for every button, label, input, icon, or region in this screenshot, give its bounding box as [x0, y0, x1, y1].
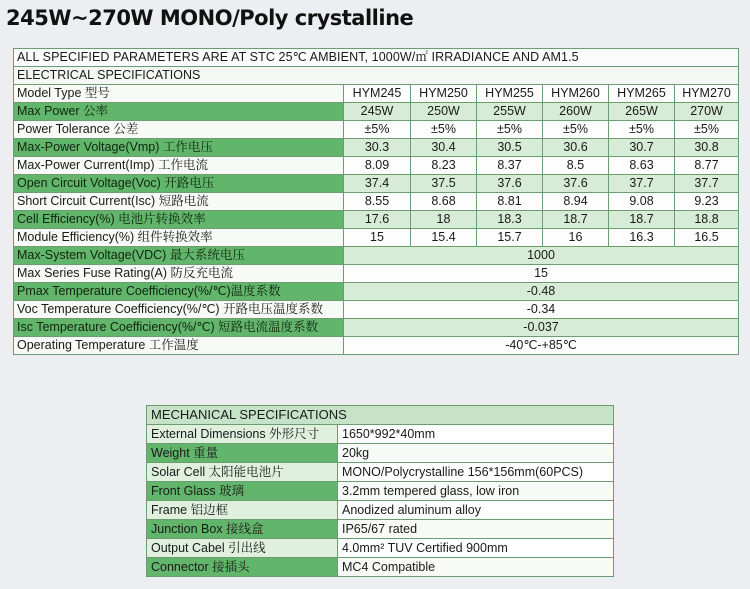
mechanical-row — [147, 482, 614, 501]
electrical-section-title-row — [14, 67, 739, 85]
electrical-row-value: ±5% — [411, 121, 477, 139]
mechanical-specifications-table — [146, 405, 614, 577]
mechanical-row-label: External Dimensions 外形尺寸 — [147, 425, 338, 444]
electrical-wide-row-label: Isc Temperature Coefficiency(%/℃) 短路电流温度系数 — [14, 319, 344, 337]
electrical-row-value: 30.4 — [411, 139, 477, 157]
mechanical-row-value: 3.2mm tempered glass, low iron — [338, 482, 614, 501]
electrical-row-value: 8.94 — [543, 193, 609, 211]
mechanical-row-label: Connector 接插头 — [147, 558, 338, 577]
electrical-wide-row-label: Max Series Fuse Rating(A) 防反充电流 — [14, 265, 344, 283]
electrical-wide-row-label: Voc Temperature Coefficiency(%/℃) 开路电压温度系数 — [14, 301, 344, 319]
electrical-row-value: HYM260 — [543, 85, 609, 103]
electrical-row-value: 16.5 — [675, 229, 739, 247]
electrical-row-value: 18.8 — [675, 211, 739, 229]
mechanical-row-label: Junction Box 接线盒 — [147, 520, 338, 539]
electrical-row-value: 8.37 — [477, 157, 543, 175]
electrical-wide-row-label: Max-System Voltage(VDC) 最大系统电压 — [14, 247, 344, 265]
mechanical-row-value: Anodized aluminum alloy — [338, 501, 614, 520]
electrical-row-value: 260W — [543, 103, 609, 121]
electrical-wide-row-value: -0.037 — [344, 319, 739, 337]
electrical-row-value: 18 — [411, 211, 477, 229]
electrical-row-label: Open Circuit Voltage(Voc) 开路电压 — [14, 175, 344, 193]
electrical-wide-row-value: -40℃-+85℃ — [344, 337, 739, 355]
mechanical-row-label: Weight 重量 — [147, 444, 338, 463]
electrical-wide-row-label: Pmax Temperature Coefficiency(%/℃)温度系数 — [14, 283, 344, 301]
mechanical-row — [147, 558, 614, 577]
electrical-row-value: 37.6 — [477, 175, 543, 193]
electrical-row-value: 8.63 — [609, 157, 675, 175]
electrical-row-label: Max Power 公率 — [14, 103, 344, 121]
mechanical-row-value: 20kg — [338, 444, 614, 463]
electrical-row-value: 9.08 — [609, 193, 675, 211]
electrical-row-value: 245W — [344, 103, 411, 121]
electrical-row-value: 37.4 — [344, 175, 411, 193]
electrical-row-value: 8.5 — [543, 157, 609, 175]
electrical-wide-row — [14, 247, 739, 265]
electrical-row-value: 8.68 — [411, 193, 477, 211]
electrical-row-value: ±5% — [344, 121, 411, 139]
electrical-row-value: 37.6 — [543, 175, 609, 193]
mechanical-row-label: Front Glass 玻璃 — [147, 482, 338, 501]
electrical-row-value: 18.7 — [543, 211, 609, 229]
electrical-wide-row — [14, 301, 739, 319]
electrical-wide-row-value: 1000 — [344, 247, 739, 265]
mechanical-row-label: Solar Cell 太阳能电池片 — [147, 463, 338, 482]
stc-note-row — [14, 49, 739, 67]
electrical-row-value: HYM270 — [675, 85, 739, 103]
electrical-row — [14, 157, 739, 175]
electrical-row-value: 8.77 — [675, 157, 739, 175]
mechanical-row-value: 4.0mm² TUV Certified 900mm — [338, 539, 614, 558]
electrical-row-value: HYM255 — [477, 85, 543, 103]
electrical-row-label: Max-Power Voltage(Vmp) 工作电压 — [14, 139, 344, 157]
electrical-row-label: Short Circuit Current(Isc) 短路电流 — [14, 193, 344, 211]
electrical-row-value: 37.7 — [675, 175, 739, 193]
electrical-row-value: 18.7 — [609, 211, 675, 229]
electrical-row-label: Max-Power Current(Imp) 工作电流 — [14, 157, 344, 175]
electrical-row-value: 16 — [543, 229, 609, 247]
electrical-row-value: HYM250 — [411, 85, 477, 103]
mechanical-row-value: 1650*992*40mm — [338, 425, 614, 444]
electrical-row — [14, 103, 739, 121]
electrical-row — [14, 85, 739, 103]
electrical-row — [14, 193, 739, 211]
page-title: 245W~270W MONO/Poly crystalline — [6, 6, 414, 30]
electrical-row-label: Model Type 型号 — [14, 85, 344, 103]
mechanical-row-value: MC4 Compatible — [338, 558, 614, 577]
mechanical-row — [147, 539, 614, 558]
electrical-row-value: 270W — [675, 103, 739, 121]
electrical-row-value: 8.09 — [344, 157, 411, 175]
electrical-row-value: 17.6 — [344, 211, 411, 229]
electrical-row-value: 30.7 — [609, 139, 675, 157]
mechanical-row — [147, 520, 614, 539]
electrical-wide-row — [14, 319, 739, 337]
electrical-row-value: 9.23 — [675, 193, 739, 211]
mechanical-row — [147, 444, 614, 463]
mechanical-row-label: Output Cabel 引出线 — [147, 539, 338, 558]
electrical-row-value: HYM245 — [344, 85, 411, 103]
electrical-wide-row — [14, 283, 739, 301]
electrical-row-value: 15 — [344, 229, 411, 247]
electrical-row-value: 30.5 — [477, 139, 543, 157]
electrical-section-title: ELECTRICAL SPECIFICATIONS — [14, 67, 739, 85]
electrical-wide-row — [14, 337, 739, 355]
electrical-wide-row-value: 15 — [344, 265, 739, 283]
electrical-wide-row-value: -0.34 — [344, 301, 739, 319]
electrical-row-value: 18.3 — [477, 211, 543, 229]
mechanical-row-value: MONO/Polycrystalline 156*156mm(60PCS) — [338, 463, 614, 482]
mechanical-row — [147, 501, 614, 520]
electrical-row-value: 265W — [609, 103, 675, 121]
electrical-row-label: Cell Efficiency(%) 电池片转换效率 — [14, 211, 344, 229]
electrical-row — [14, 211, 739, 229]
electrical-row-value: ±5% — [675, 121, 739, 139]
electrical-row-label: Module Efficiency(%) 组件转换效率 — [14, 229, 344, 247]
electrical-row-value: 37.7 — [609, 175, 675, 193]
electrical-row-value: 30.3 — [344, 139, 411, 157]
electrical-row-value: ±5% — [543, 121, 609, 139]
electrical-row — [14, 229, 739, 247]
electrical-row — [14, 175, 739, 193]
mechanical-section-title-row — [147, 406, 614, 425]
electrical-row-value: 30.6 — [543, 139, 609, 157]
electrical-wide-row-value: -0.48 — [344, 283, 739, 301]
electrical-wide-row — [14, 265, 739, 283]
electrical-row — [14, 121, 739, 139]
electrical-row-value: 8.55 — [344, 193, 411, 211]
electrical-row-value: 37.5 — [411, 175, 477, 193]
electrical-row-value: ±5% — [609, 121, 675, 139]
electrical-row-value: 15.7 — [477, 229, 543, 247]
electrical-row-value: 16.3 — [609, 229, 675, 247]
electrical-row-value: 250W — [411, 103, 477, 121]
mechanical-row-value: IP65/67 rated — [338, 520, 614, 539]
mechanical-row — [147, 425, 614, 444]
electrical-row-value: 8.23 — [411, 157, 477, 175]
electrical-specifications-table — [13, 48, 739, 355]
electrical-row-value: 255W — [477, 103, 543, 121]
electrical-wide-row-label: Operating Temperature 工作温度 — [14, 337, 344, 355]
mechanical-row-label: Frame 铝边框 — [147, 501, 338, 520]
mechanical-section-title: MECHANICAL SPECIFICATIONS — [147, 406, 614, 425]
electrical-row-value: 15.4 — [411, 229, 477, 247]
electrical-row-value: 30.8 — [675, 139, 739, 157]
electrical-row-value: 8.81 — [477, 193, 543, 211]
electrical-row-value: HYM265 — [609, 85, 675, 103]
electrical-row-value: ±5% — [477, 121, 543, 139]
electrical-row-label: Power Tolerance 公差 — [14, 121, 344, 139]
electrical-row — [14, 139, 739, 157]
stc-note: ALL SPECIFIED PARAMETERS ARE AT STC 25℃ AMBIENT, 1000W/㎡ IRRADIANCE AND AM1.5 — [14, 49, 739, 67]
mechanical-row — [147, 463, 614, 482]
